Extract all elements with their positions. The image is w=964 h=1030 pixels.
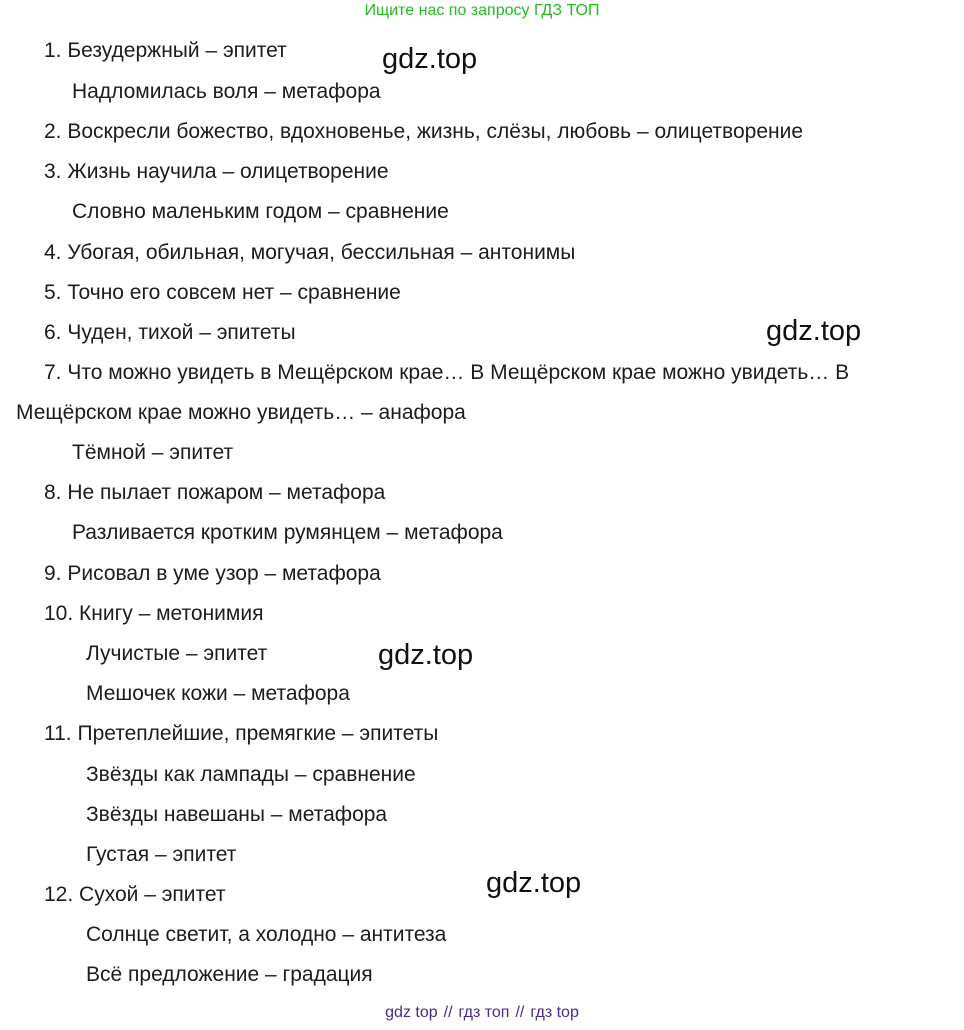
answer-line-24: Всё предложение – градация: [86, 963, 373, 986]
answer-line-2: Надломилась воля – метафора: [72, 80, 381, 103]
footer-part-2: гдз топ: [458, 1004, 510, 1021]
footer-separator-1: //: [443, 1004, 453, 1021]
answer-line-6: 4. Убогая, обильная, могучая, бессильная – антонимы: [44, 241, 576, 264]
answer-line-4: 3. Жизнь научила – олицетворение: [44, 160, 389, 183]
answer-line-13: Разливается кротким румянцем – метафора: [72, 521, 503, 544]
top-banner: Ищите нас по запросу ГДЗ ТОП: [364, 2, 600, 19]
answer-line-8: 6. Чуден, тихой – эпитеты: [44, 321, 296, 344]
answer-line-3: 2. Воскресли божество, вдохновенье, жизнь, слёзы, любовь – олицетворение: [44, 120, 804, 143]
answer-line-19: Звёзды как лампады – сравнение: [86, 763, 416, 786]
answer-line-23: Солнце светит, а холодно – антитеза: [86, 923, 447, 946]
footer: [0, 1004, 964, 1022]
watermark-4: gdz.top: [486, 867, 582, 899]
footer-separator-2: //: [515, 1004, 525, 1021]
answer-line-14: 9. Рисовал в уме узор – метафора: [44, 562, 381, 585]
answer-line-18: 11. Претеплейшие, премягкие – эпитеты: [44, 722, 439, 745]
footer-part-3: гдз top: [530, 1004, 579, 1021]
answer-line-1: 1. Безудержный – эпитет: [44, 39, 287, 62]
answer-line-16: Лучистые – эпитет: [86, 642, 268, 665]
answer-line-9: 7. Что можно увидеть в Мещёрском крае… В Мещёрском крае можно увидеть… В: [44, 361, 850, 384]
answer-line-11: Тёмной – эпитет: [72, 441, 234, 464]
answer-line-15: 10. Книгу – метонимия: [44, 602, 264, 625]
answer-line-20: Звёзды навешаны – метафора: [86, 803, 388, 826]
watermark-3: gdz.top: [378, 639, 474, 671]
answer-line-7: 5. Точно его совсем нет – сравнение: [44, 281, 401, 304]
answer-line-10: Мещёрском крае можно увидеть… – анафора: [16, 401, 466, 424]
watermark-1: gdz.top: [382, 43, 478, 75]
answer-line-17: Мешочек кожи – метафора: [86, 682, 350, 705]
answer-line-22: 12. Сухой – эпитет: [44, 883, 226, 906]
answer-line-5: Словно маленьким годом – сравнение: [72, 200, 449, 223]
footer-part-1: gdz top: [385, 1004, 438, 1021]
answer-line-12: 8. Не пылает пожаром – метафора: [44, 481, 386, 504]
watermark-2: gdz.top: [766, 315, 862, 347]
answer-line-21: Густая – эпитет: [86, 843, 237, 866]
